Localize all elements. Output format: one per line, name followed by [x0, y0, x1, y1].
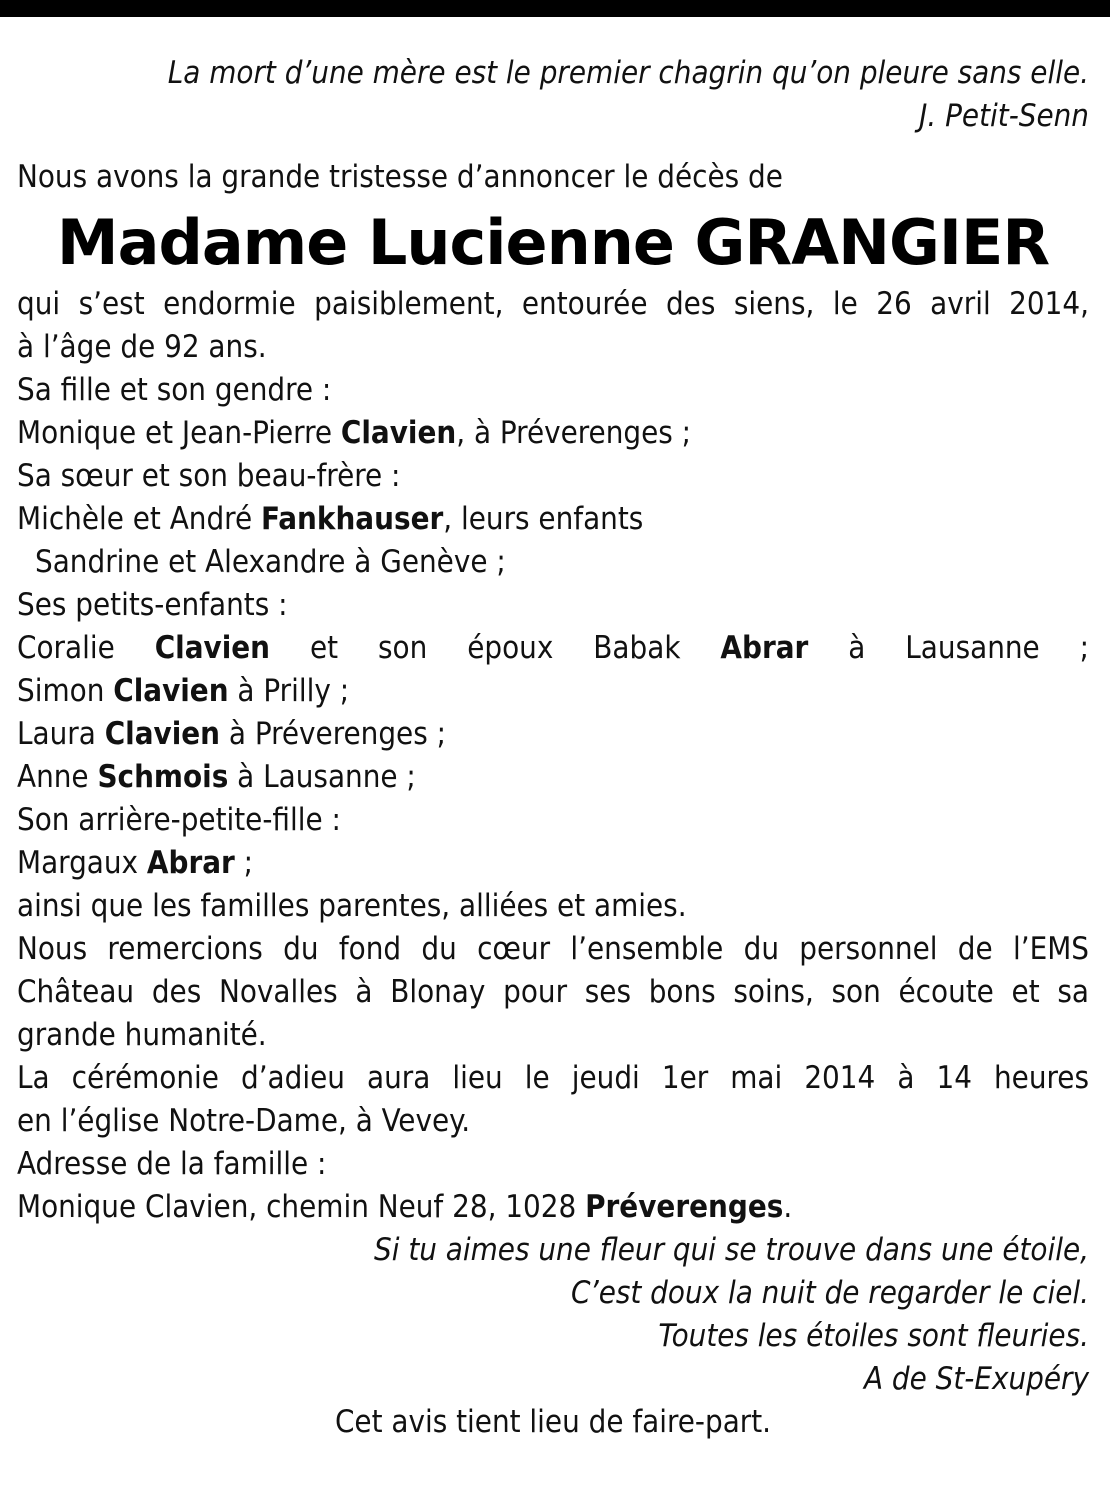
notice-text: Cet avis tient lieu de faire-part. [334, 1404, 772, 1440]
closing-quote-line-2: C’est doux la nuit de regarder le ciel. [571, 1275, 1089, 1311]
obituary-notice [17, 52, 1089, 1444]
grandchild-line-2: Simon Clavien à Prilly ; [17, 673, 350, 709]
ceremony-line-1: La cérémonie d’adieu aura lieu le jeudi 1er mai 2014 à 14 heures [17, 1060, 1089, 1096]
grandchild-line-4: Anne Schmois à Lausanne ; [17, 759, 416, 795]
sister-heading: Sa sœur et son beau-frère : [17, 458, 401, 494]
town: Préverenges [585, 1189, 784, 1225]
surname: Clavien [104, 716, 221, 752]
surname: Fankhauser [260, 501, 444, 537]
address-heading: Adresse de la famille : [17, 1146, 327, 1182]
thanks-line-1: Nous remercions du fond du cœur l’ensemble du personnel de l’EMS [17, 931, 1089, 967]
closing-quote-line-1: Si tu aimes une fleur qui se trouve dans une étoile, [374, 1232, 1089, 1268]
daughter-line: Monique et Jean-Pierre Clavien, à Préverenges ; [17, 415, 692, 451]
death-line-2: à l’âge de 92 ans. [17, 329, 267, 365]
surname: Clavien [154, 630, 271, 666]
death-line-1: qui s’est endormie paisiblement, entourée des siens, le 26 avril 2014, [17, 286, 1089, 322]
surname: Schmois [97, 759, 229, 795]
intro-text: Nous avons la grande tristesse d’annoncer le décès de [17, 159, 783, 195]
address-line: Monique Clavien, chemin Neuf 28, 1028 Préverenges. [17, 1189, 793, 1225]
grandchildren-heading: Ses petits-enfants : [17, 587, 288, 623]
surname: Abrar [720, 630, 809, 666]
top-border [0, 0, 1110, 17]
grandchild-line-1: Coralie Clavien et son époux Babak Abrar à Lausanne ; [17, 630, 1090, 666]
surname: Abrar [146, 845, 235, 881]
deceased-name: Madame Lucienne GRANGIER [56, 206, 1050, 279]
surname: Clavien [340, 415, 457, 451]
great-grandchild-heading: Son arrière-petite-fille : [17, 802, 341, 838]
epigraph-quote: La mort d’une mère est le premier chagrin qu’on pleure sans elle. [167, 55, 1089, 91]
extended-family: ainsi que les familles parentes, alliées et amies. [17, 888, 687, 924]
closing-quote-author: A de St-Exupéry [864, 1361, 1089, 1397]
great-grandchild-line: Margaux Abrar ; [17, 845, 254, 881]
sister-line: Michèle et André Fankhauser, leurs enfants [17, 501, 644, 537]
thanks-line-2: Château des Novalles à Blonay pour ses bons soins, son écoute et sa [17, 974, 1089, 1010]
daughter-heading: Sa fille et son gendre : [17, 372, 332, 408]
thanks-line-3: grande humanité. [17, 1017, 267, 1053]
surname: Clavien [113, 673, 229, 709]
sister-children: Sandrine et Alexandre à Genève ; [35, 544, 506, 580]
closing-quote-line-3: Toutes les étoiles sont fleuries. [658, 1318, 1089, 1354]
ceremony-line-2: en l’église Notre-Dame, à Vevey. [17, 1103, 471, 1139]
grandchild-line-3: Laura Clavien à Préverenges ; [17, 716, 447, 752]
epigraph-author: J. Petit-Senn [919, 98, 1089, 134]
